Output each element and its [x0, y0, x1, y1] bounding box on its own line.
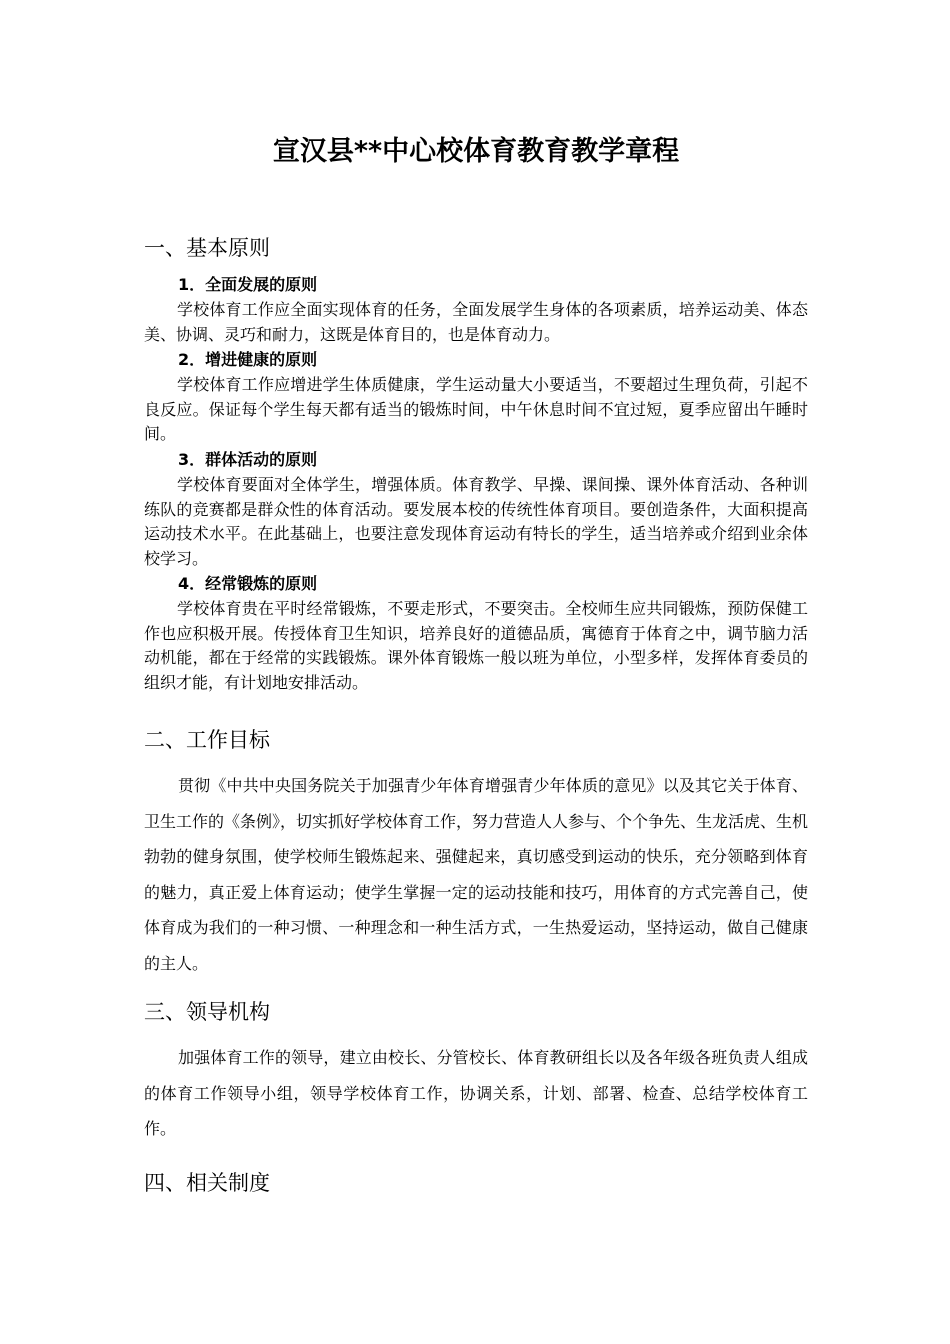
document-title: 宣汉县**中心校体育教育教学章程: [272, 136, 680, 167]
subsection-heading-4: 4．经常锻炼的原则: [178, 574, 318, 593]
paragraph-principle-3: 学校体育要面对全体学生，增强体质。体育教学、早操、课间操、课外体育活动、各种训练队的竞赛都是群众性的体育活动。要发展本校的传统性体育项目。要创造条件，大面积提高运动技术水平。在此基础上，也要注意发现体育运动有特长的学生，适当培养或介绍到业余体校学习。: [144, 475, 808, 568]
section-heading-basic-principles: 一、基本原则: [144, 236, 270, 260]
section-heading-leadership: 三、领导机构: [144, 1000, 270, 1024]
paragraph-work-goals: 贯彻《中共中央国务院关于加强青少年体育增强青少年体质的意见》以及其它关于体育、卫生工作的《条例》，切实抓好学校体育工作，努力营造人人参与、个个争先、生龙活虎、生机勃勃的健身氛围，使学校师生锻炼起来、强健起来，真切感受到运动的快乐，充分领略到体育的魅力，真正爱上体育运动；使学生掌握一定的运动技能和技巧，用体育的方式完善自己，使体育成为我们的一种习惯、一种理念和一种生活方式，一生热爱运动，坚持运动，做自己健康的主人。: [144, 776, 809, 973]
paragraph-leadership: 加强体育工作的领导，建立由校长、分管校长、体育教研组长以及各年级各班负责人组成的体育工作领导小组，领导学校体育工作，协调关系，计划、部署、检查、总结学校体育工作。: [144, 1048, 808, 1138]
paragraph-principle-1: 学校体育工作应全面实现体育的任务，全面发展学生身体的各项素质，培养运动美、体态美、协调、灵巧和耐力，这既是体育目的，也是体育动力。: [144, 300, 808, 344]
subsection-heading-2: 2．增进健康的原则: [178, 350, 318, 369]
paragraph-principle-2: 学校体育工作应增进学生体质健康，学生运动量大小要适当，不要超过生理负荷，引起不良反应。保证每个学生每天都有适当的锻炼时间，中午休息时间不宜过短，夏季应留出午睡时间。: [144, 375, 808, 443]
section-heading-related-rules: 四、相关制度: [144, 1171, 270, 1195]
subsection-heading-1: 1．全面发展的原则: [178, 275, 318, 294]
paragraph-principle-4: 学校体育贵在平时经常锻炼，不要走形式，不要突击。全校师生应共同锻炼，预防保健工作也应积极开展。传授体育卫生知识，培养良好的道德品质，寓德育于体育之中，调节脑力活动机能，都在于经常的实践锻炼。课外体育锻炼一般以班为单位，小型多样，发挥体育委员的组织才能，有计划地安排活动。: [144, 599, 808, 692]
subsection-heading-3: 3．群体活动的原则: [178, 450, 318, 469]
section-heading-work-goals: 二、工作目标: [144, 728, 270, 752]
